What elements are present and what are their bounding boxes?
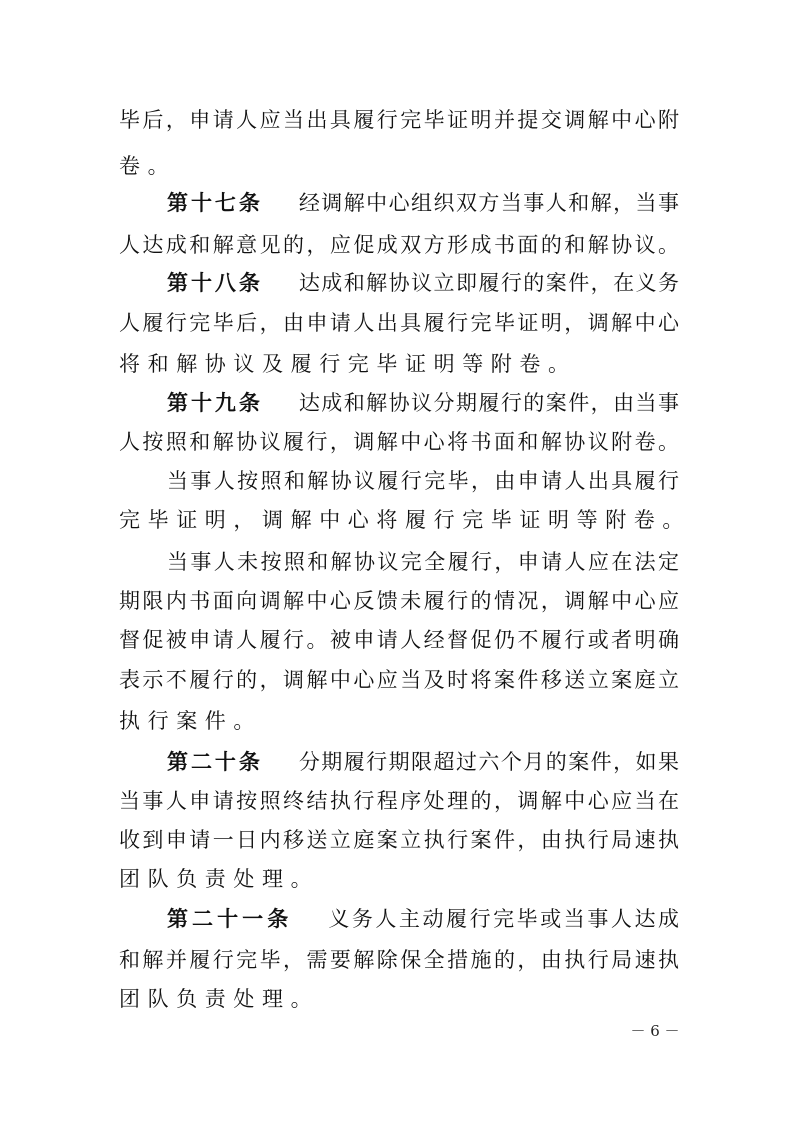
line-text: 督促被申请人履行。被申请人经督促仍不履行或者明确 xyxy=(119,628,679,652)
text-line xyxy=(167,461,679,501)
text-line xyxy=(119,660,679,700)
article-heading: 第十九条 xyxy=(167,391,263,415)
text-line xyxy=(119,422,679,462)
line-text: 和解并履行完毕，需要解除保全措施的，由执行局速执 xyxy=(119,948,679,972)
text-line xyxy=(119,344,679,384)
text-line xyxy=(119,940,679,980)
line-text: 团队负责处理。 xyxy=(119,867,320,891)
line-text: 卷。 xyxy=(119,154,177,178)
text-line xyxy=(119,859,679,899)
line-text: 完毕证明，调解中心将履行完毕证明等附卷。 xyxy=(119,508,691,532)
line-text: 当事人按照和解协议履行完毕，由申请人出具履行 xyxy=(167,469,679,493)
text-line xyxy=(119,100,679,140)
line-text: 达成和解协议分期履行的案件，由当事 xyxy=(298,391,680,415)
text-line xyxy=(119,781,679,821)
line-text: 表示不履行的，调解中心应当及时将案件移送立案庭立 xyxy=(119,668,679,692)
article-heading: 第十八条 xyxy=(167,271,263,295)
article-17-line xyxy=(167,183,679,223)
line-text: 达成和解协议立即履行的案件，在义务 xyxy=(298,271,680,295)
line-text: 当事人未按照和解协议完全履行，申请人应在法定 xyxy=(167,550,679,574)
article-heading: 第十七条 xyxy=(167,191,263,215)
line-text: 义务人主动履行完毕或当事人达成 xyxy=(328,907,680,931)
line-text: 人履行完毕后，由申请人出具履行完毕证明，调解中心 xyxy=(119,311,679,335)
text-line xyxy=(119,303,679,343)
text-line xyxy=(119,620,679,660)
article-heading: 第二十条 xyxy=(167,750,263,774)
text-line xyxy=(119,701,679,741)
line-text: 人按照和解协议履行，调解中心将书面和解协议附卷。 xyxy=(119,430,679,454)
line-text: 将和解协议及履行完毕证明等附卷。 xyxy=(119,352,577,376)
text-line xyxy=(119,500,691,540)
line-text: 毕后，申请人应当出具履行完毕证明并提交调解中心附 xyxy=(119,108,679,132)
article-18-line xyxy=(167,263,679,303)
line-text: 当事人申请按照终结执行程序处理的，调解中心应当在 xyxy=(119,789,679,813)
article-heading: 第二十一条 xyxy=(167,907,293,931)
line-text: 期限内书面向调解中心反馈未履行的情况，调解中心应 xyxy=(119,589,679,613)
line-text: 分期履行期限超过六个月的案件，如果 xyxy=(298,750,680,774)
text-line xyxy=(119,820,679,860)
line-text: 人达成和解意见的，应促成双方形成书面的和解协议。 xyxy=(119,233,679,257)
line-text: 团队负责处理。 xyxy=(119,987,320,1011)
article-20-line xyxy=(167,742,679,782)
line-text: 经调解中心组织双方当事人和解，当事 xyxy=(298,191,680,215)
text-line xyxy=(119,146,679,186)
line-text: 收到申请一日内移送立庭案立执行案件，由执行局速执 xyxy=(119,828,679,852)
text-line xyxy=(119,581,679,621)
article-21-line xyxy=(167,899,679,939)
page-number: － 6 － xyxy=(630,1022,680,1040)
line-text: 执行案件。 xyxy=(119,709,262,733)
text-line xyxy=(119,979,679,1019)
text-line xyxy=(167,542,679,582)
text-line xyxy=(119,225,679,265)
article-19-line xyxy=(167,383,679,423)
